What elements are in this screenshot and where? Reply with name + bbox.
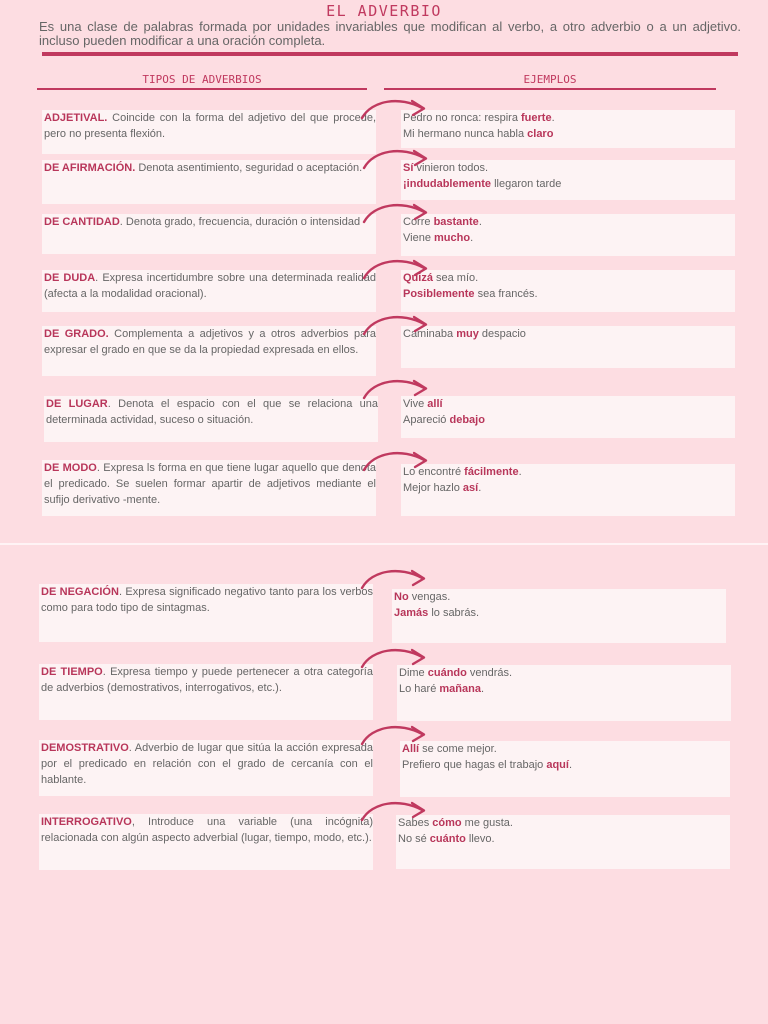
- example-text: .: [470, 232, 474, 244]
- example-adverb: aquí: [546, 759, 569, 771]
- example-sentence: [403, 160, 735, 176]
- example-text: vengas.: [408, 591, 451, 603]
- example-sentence: [402, 741, 730, 757]
- example-text: llegaron tarde: [491, 178, 562, 190]
- adverb-type-term: INTERROGATIVO: [41, 816, 132, 828]
- example-text: .: [478, 482, 482, 494]
- example-text: .: [551, 112, 555, 124]
- example-adverb: cuándo: [427, 667, 467, 679]
- example-adverb: fácilmente: [464, 466, 519, 478]
- example-box: [401, 214, 735, 256]
- example-adverb: cómo: [432, 817, 462, 829]
- example-box: [401, 110, 735, 148]
- adverb-type-term: DE NEGACIÓN: [41, 586, 119, 598]
- curved-arrow-icon: [360, 566, 430, 592]
- example-sentence: [394, 589, 726, 605]
- definition-box: [42, 214, 376, 254]
- example-adverb: Sí: [403, 162, 414, 174]
- example-adverb: así: [462, 482, 479, 494]
- example-adverb: Allí: [402, 743, 420, 755]
- example-text: Lo encontré: [403, 466, 465, 478]
- adverb-type-description: Complementa a adjetivos y a otros adverbios para expresar el grado en que se da la propiedad expresada en ellos.: [44, 328, 376, 356]
- curved-arrow-icon: [362, 256, 432, 282]
- example-text: vendrás.: [466, 667, 513, 679]
- adverb-type-description: Coincide con la forma del adjetivo del que procede, pero no presenta flexión.: [44, 112, 376, 140]
- definition-box: [42, 326, 376, 376]
- curved-arrow-icon: [360, 96, 430, 122]
- example-adverb: Posiblemente: [403, 288, 475, 300]
- adverb-type-term: DE AFIRMACIÓN.: [44, 162, 136, 174]
- definition-box: [39, 584, 373, 642]
- adverb-type-term: DE MODO: [44, 462, 97, 474]
- example-adverb: ¡indudablemente: [403, 178, 492, 190]
- adverb-type-description: . Expresa incertidumbre sobre una determinada realidad (afecta a la modalidad oracional).: [44, 272, 376, 300]
- example-adverb: cuánto: [429, 833, 466, 845]
- example-text: .: [568, 759, 573, 771]
- column-header-types: TIPOS DE ADVERBIOS: [142, 73, 262, 86]
- definition-box: [44, 396, 378, 442]
- adverb-type-term: DE LUGAR: [46, 398, 108, 410]
- curved-arrow-icon: [362, 448, 432, 474]
- example-sentence: [403, 480, 735, 496]
- example-adverb: Jamás: [394, 607, 429, 619]
- title-rule: [42, 52, 738, 56]
- example-text: Mejor hazlo: [403, 482, 463, 494]
- example-sentence: [403, 230, 735, 246]
- example-sentence: [398, 831, 730, 847]
- example-text: Caminaba: [403, 328, 457, 340]
- example-text: Dime: [399, 667, 428, 679]
- adverb-type-description: . Expresa tiempo y puede pertenecer a otra categoría de adverbios (demostrativos, interrogativos, etc.).: [41, 666, 373, 694]
- example-adverb: bastante: [433, 216, 479, 228]
- example-sentence: [403, 176, 735, 192]
- curved-arrow-icon: [362, 146, 432, 172]
- example-text: No sé: [398, 833, 430, 845]
- example-sentence: [403, 412, 735, 428]
- curved-arrow-icon: [362, 200, 432, 226]
- example-box: [401, 326, 735, 368]
- curved-arrow-icon: [360, 798, 430, 824]
- example-box: [401, 464, 735, 516]
- definition-box: [42, 270, 376, 312]
- example-text: .: [480, 683, 485, 695]
- example-text: llevo.: [465, 833, 495, 845]
- example-box: [396, 815, 730, 869]
- adverb-type-description: . Expresa ls forma en que tiene lugar aquello que denota el predicado. Se suelen formar apartir de adjetivos mediante el sufijo derivativo -mente.: [44, 462, 376, 506]
- example-sentence: [403, 396, 735, 412]
- example-text: Lo haré: [399, 683, 440, 695]
- example-box: [400, 741, 730, 797]
- example-adverb: debajo: [449, 414, 485, 426]
- example-sentence: [399, 681, 731, 697]
- example-box: [401, 396, 735, 438]
- example-text: Vive: [403, 398, 428, 410]
- intro-text: Es una clase de palabras formada por unidades invariables que modifican al verbo, a otro adverbio o a un adjetivo. incluso pueden modificar a una oración completa.: [39, 19, 741, 48]
- example-text: .: [478, 216, 482, 228]
- example-text: me gusta.: [461, 817, 513, 829]
- adverb-type-term: DE TIEMPO: [41, 666, 103, 678]
- example-text: Sabes: [398, 817, 433, 829]
- curved-arrow-icon: [362, 312, 432, 338]
- definition-box: [39, 740, 373, 796]
- example-text: se come mejor.: [419, 743, 497, 755]
- adverb-type-term: DEMOSTRATIVO: [41, 742, 129, 754]
- example-sentence: [402, 757, 730, 773]
- adverb-type-description: . Adverbio de lugar que sitúa la acción expresada por el predicado en relación con el grado de cercanía con el hablante.: [41, 742, 373, 786]
- example-text: Pedro no ronca: respira: [403, 112, 522, 124]
- definition-box: [39, 664, 373, 720]
- example-text: vinieron todos.: [413, 162, 489, 174]
- example-sentence: [403, 286, 735, 302]
- definition-box: [42, 160, 376, 204]
- adverb-type-term: ADJETIVAL.: [44, 112, 108, 124]
- example-sentence: [403, 126, 735, 142]
- example-text: Apareció: [403, 414, 450, 426]
- page-title: EL ADVERBIO: [326, 2, 442, 20]
- example-sentence: [394, 605, 726, 621]
- example-box: [397, 665, 731, 721]
- example-sentence: [403, 326, 735, 342]
- curved-arrow-icon: [360, 722, 430, 748]
- example-sentence: [403, 110, 735, 126]
- adverb-type-description: . Expresa significado negativo tanto para los verbos como para todo tipo de sintagmas.: [41, 586, 373, 614]
- example-adverb: allí: [427, 398, 443, 410]
- example-box: [392, 589, 726, 643]
- example-sentence: [399, 665, 731, 681]
- adverb-type-term: DE CANTIDAD: [44, 216, 120, 228]
- column-rule-left: [37, 88, 367, 90]
- example-text: sea mío.: [432, 272, 479, 284]
- definition-box: [39, 814, 373, 870]
- example-sentence: [403, 464, 735, 480]
- adverb-type-description: Denota asentimiento, seguridad o aceptación.: [135, 162, 363, 174]
- example-box: [401, 160, 735, 200]
- definition-box: [42, 460, 376, 516]
- curved-arrow-icon: [362, 376, 432, 402]
- example-text: .: [518, 466, 522, 478]
- adverb-type-description: , Introduce una variable (una incógnita) relacionada con algún aspecto adverbial (lugar, tiempo, modo, etc.).: [41, 816, 373, 844]
- curved-arrow-icon: [360, 645, 430, 671]
- adverb-type-term: DE GRADO.: [44, 328, 109, 340]
- adverb-type-description: . Denota grado, frecuencia, duración o intensidad: [119, 216, 361, 228]
- example-text: lo sabrás.: [428, 607, 480, 619]
- example-sentence: [403, 214, 735, 230]
- example-sentence: [398, 815, 730, 831]
- example-adverb: muy: [456, 328, 479, 340]
- example-box: [401, 270, 735, 312]
- adverb-type-term: DE DUDA: [44, 272, 96, 284]
- example-adverb: claro: [527, 128, 554, 140]
- example-adverb: mucho: [434, 232, 471, 244]
- example-text: Corre: [403, 216, 434, 228]
- example-adverb: fuerte: [521, 112, 552, 124]
- example-adverb: No: [394, 591, 409, 603]
- example-text: Prefiero que hagas el trabajo: [402, 759, 547, 771]
- example-adverb: mañana: [439, 683, 481, 695]
- example-text: despacio: [478, 328, 526, 340]
- adverb-type-description: . Denota el espacio con el que se relaciona una determinada actividad, suceso o situación.: [46, 398, 378, 426]
- column-rule-right: [384, 88, 716, 90]
- example-text: Viene: [403, 232, 434, 244]
- example-text: sea francés.: [474, 288, 538, 300]
- example-adverb: Quizá: [403, 272, 433, 284]
- column-header-examples: EJEMPLOS: [523, 73, 577, 86]
- definition-box: [42, 110, 376, 154]
- example-text: Mi hermano nunca habla: [403, 128, 528, 140]
- example-sentence: [403, 270, 735, 286]
